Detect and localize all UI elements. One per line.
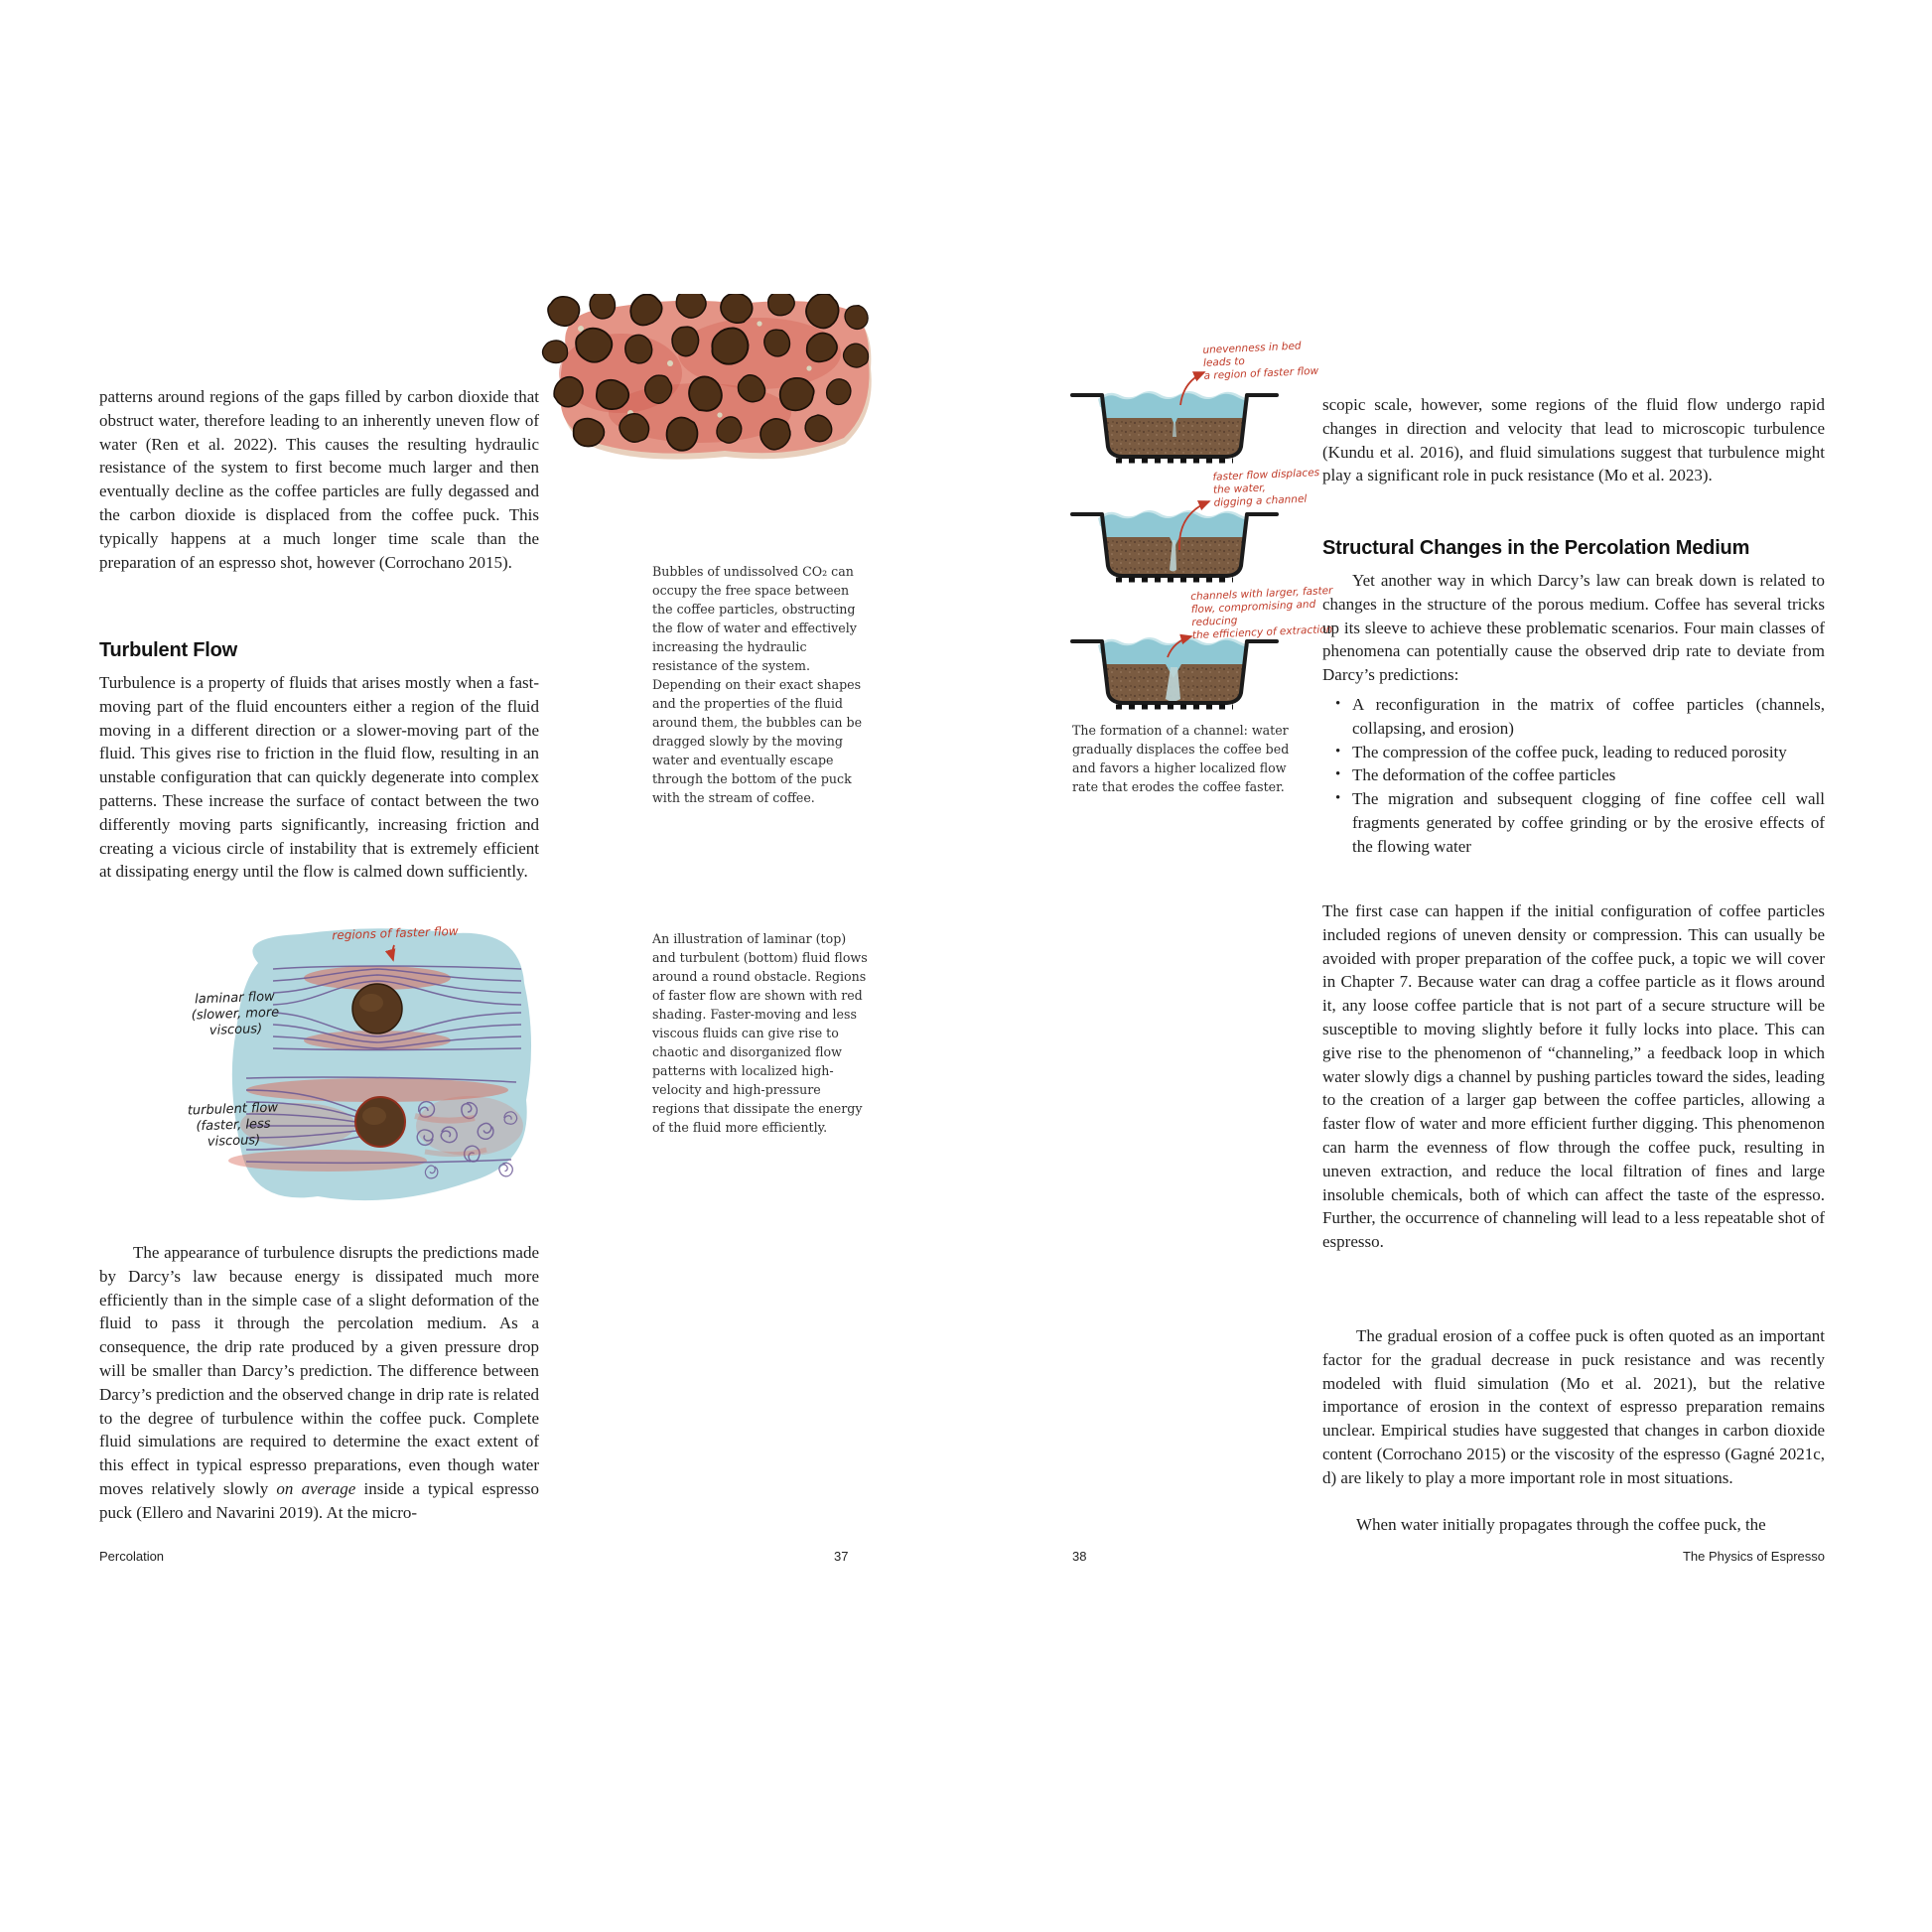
bullet-list-phenomena: [1322, 693, 1825, 859]
heading-structural-changes: Structural Changes in the Percolation Medium: [1322, 537, 1750, 559]
annotation-channels-formed: channels with larger, faster flow, compromising and reducing the efficiency of extraction: [1189, 584, 1333, 642]
annotation-arrow-icon: [385, 943, 401, 965]
heading-turbulent-flow: Turbulent Flow: [99, 639, 238, 661]
coffee-particles-illustration: [541, 294, 874, 463]
bullet-item: • A reconfiguration in the matrix of coffee particles (channels, collapsing, and erosion): [1322, 693, 1825, 741]
right-paragraph-first-case: The first case can happen if the initial configuration of coffee particles included regions of uneven density or compression. This can usually be avoided with proper preparation of the coffee puck, a topic we will cover in Chapter 7. Because water can drag a coffee particle as it flows around it, any loose coffee particle that is not part of a secure structure will be susceptible to moving slightly before it fully locks into place. This can give rise to the phenomenon of “channeling,” a feedback loop in which water slowly digs a channel by pushing particles toward the sides, leading to the creation of a larger gap between the coffee particles, allowing a faster flow of water and more efficient further digging. This phenomenon can harm the evenness of flow through the coffee puck, resulting in uneven extraction, and reduce the local filtration of fines and large insoluble chemicals, both of which can affect the taste of the espresso. Further, the occurrence of channeling will lead to a less repeatable shot of espresso.: [1322, 901, 1825, 1252]
right-paragraph-microscopic: scopic scale, however, some regions of the fluid flow undergo rapid changes in direction and velocity that lead to microscopic turbulence (Kundu et al. 2016), and fluid simulations suggest that turbulence might play a significant role in puck resistance (Mo et al. 2023).: [1322, 395, 1825, 485]
bullet-item: • The deformation of the coffee particles: [1322, 763, 1825, 787]
caption-channel-formation: The formation of a channel: water gradually displaces the coffee bed and favors a higher localized flow rate that erodes the coffee faster.: [1072, 723, 1290, 794]
left-paragraph-degassing: patterns around regions of the gaps filled by carbon dioxide that obstruct water, therefore leading to an inherently uneven flow of water (Ren et al. 2022). This causes the resulting hydraulic resistance of the system to first become much larger and then eventually decline as the coffee particles are fully degassed and the carbon dioxide is displaced from the coffee puck. This typically happens at a much longer time scale than the preparation of an espresso shot, however (Corrochano 2015).: [99, 387, 539, 572]
label-turbulent-flow: turbulent flow (faster, less viscous): [187, 1100, 279, 1150]
basket-illustration-1: [1070, 375, 1279, 467]
right-paragraph-gradual-erosion: The gradual erosion of a coffee puck is often quoted as an important factor for the gradual decrease in puck resistance and was recently modeled with fluid simulation (Mo et al. 2021), but the relative importance of erosion in the context of espresso preparation remains unclear. Empirical studies have suggested that changes in carbon dioxide content (Corrochano 2015) or the viscosity of the espresso (Gagné 2021c, d) are likely to play a more important role in most situations.: [1322, 1326, 1825, 1487]
caption-laminar-turbulent: An illustration of laminar (top) and turbulent (bottom) fluid flows around a round obstacle. Regions of faster flow are shown with red shading. Faster-moving and less viscous fluids can give rise to chaotic and disorganized flow patterns with localized high-velocity and high-pressure regions that dissipate the energy of the fluid more efficiently.: [652, 931, 868, 1135]
footer-chapter-label: Percolation: [99, 1549, 165, 1564]
annotation-arrow-icon: [1162, 631, 1201, 661]
annotation-arrow-icon: [1170, 494, 1219, 554]
bullet-item: • The compression of the coffee puck, leading to reduced porosity: [1322, 741, 1825, 764]
footer-page-number-right: 38: [1072, 1549, 1087, 1564]
caption-co2-bubbles: Bubbles of undissolved CO₂ can occupy the free space between the coffee particles, obstructing the flow of water and effectively increasing the hydraulic resistance of the system. Depending on their exact shapes and the properties of the fluid around them, the bubbles can be dragged slowly by the moving water and eventually escape through the bottom of the puck with the stream of coffee.: [652, 564, 863, 805]
emphasis-on-average: on average: [276, 1478, 356, 1498]
annotation-digging-channel: faster flow displaces the water, digging a channel: [1212, 467, 1320, 509]
annotation-arrow-icon: [1175, 367, 1211, 409]
left-paragraph-darcy: The appearance of turbulence disrupts the predictions made by Darcy’s law because energy is dissipated much more efficiently than in the simple case of a slight deformation of the fluid to pass it through the percolation medium. As a consequence, the drip rate produced by a given pressure drop will be smaller than Darcy’s prediction. The difference between Darcy’s prediction and the observed change in drip rate is related to the degree of turbulence within the coffee puck. Complete fluid simulations are required to determine the exact extent of this effect in typical espresso preparations, even though water moves relatively slowly on average inside a typical espresso puck (Ellero and Navarini 2019). At the micro-: [99, 1243, 539, 1522]
right-paragraph-when-water: When water initially propagates through the coffee puck, the: [1356, 1515, 1766, 1534]
annotation-unevenness: unevenness in bed leads to a region of faster flow: [1202, 340, 1319, 382]
footer-book-title: The Physics of Espresso: [1682, 1549, 1825, 1564]
left-paragraph-turbulence: Turbulence is a property of fluids that arises mostly when a fast-moving part of the fluid encounters either a region of the fluid moving in a different direction or a slower-moving part of the fluid. This gives rise to friction in the fluid flow, resulting in an unstable configuration that can quickly degenerate into complex patterns. These increase the surface of contact between the two differently moving parts significantly, increasing friction and creating a vicious circle of instability that is extremely efficient at dissipating energy until the flow is calmed down sufficiently.: [99, 673, 539, 882]
right-paragraph-yet-another: Yet another way in which Darcy’s law can break down is related to changes in the structure of the porous medium. Coffee has several tricks up its sleeve to achieve these problematic scenarios. Four main classes of phenomena can potentially cause the observed drip rate to deviate from Darcy’s predictions:: [1322, 571, 1825, 685]
label-regions-of-faster-flow: regions of faster flow: [332, 923, 459, 943]
bullet-item: • The migration and subsequent clogging of fine coffee cell wall fragments generated by coffee grinding or by the erosive effects of the flowing water: [1322, 787, 1825, 858]
footer-page-number-left: 37: [834, 1549, 849, 1564]
laminar-turbulent-illustration: [179, 921, 536, 1241]
label-laminar-flow: laminar flow (slower, more viscous): [191, 989, 280, 1038]
